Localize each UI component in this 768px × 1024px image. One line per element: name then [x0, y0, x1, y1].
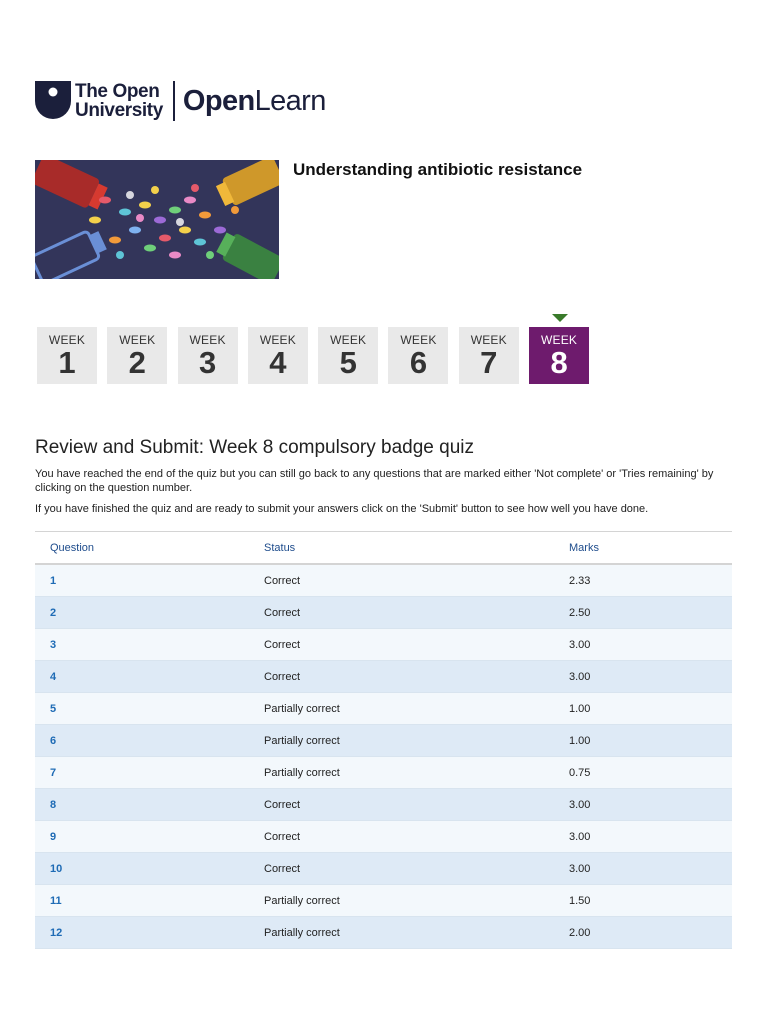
table-row	[35, 597, 732, 629]
table-row	[35, 789, 732, 821]
status-cell: Correct	[264, 661, 569, 693]
site-logo[interactable]	[35, 80, 326, 122]
status-cell: Correct	[264, 597, 569, 629]
quiz-instructions: You have reached the end of the quiz but you can still go back to any questions that are marked either 'Not complete' or 'Tries remaining' by clicking on the question number.	[35, 468, 714, 494]
table-row	[35, 564, 732, 597]
week-tab-8[interactable]	[529, 327, 589, 384]
question-cell	[35, 757, 264, 789]
table-row	[35, 917, 732, 949]
question-link[interactable]: 1	[50, 574, 57, 587]
week-number: 8	[550, 345, 568, 380]
marks-cell: 1.00	[569, 725, 732, 757]
ou-line1: The Open	[75, 81, 160, 102]
quiz-title: Review and Submit: Week 8 compulsory badge quiz	[35, 437, 474, 458]
week-tab-2[interactable]	[107, 327, 167, 384]
course-title: Understanding antibiotic resistance	[293, 160, 583, 179]
column-header-status: Status	[264, 532, 569, 565]
ou-shield-icon	[35, 81, 71, 121]
table-header-row	[35, 532, 732, 565]
pills-illustration	[35, 160, 279, 279]
question-link[interactable]: 11	[50, 894, 62, 907]
marks-cell: 1.00	[569, 693, 732, 725]
week-tab-3[interactable]	[178, 327, 238, 384]
week-number: 7	[480, 345, 498, 380]
marks-cell: 2.50	[569, 597, 732, 629]
week-navigation	[37, 314, 599, 384]
status-cell: Correct	[264, 564, 569, 597]
question-link[interactable]: 12	[50, 926, 63, 939]
week-number: 6	[409, 345, 428, 380]
week-number: 2	[128, 345, 146, 380]
table-row	[35, 853, 732, 885]
status-cell: Partially correct	[264, 757, 569, 789]
question-link[interactable]: 4	[50, 670, 57, 683]
question-cell	[35, 789, 264, 821]
status-cell: Partially correct	[264, 917, 569, 949]
question-link[interactable]: 3	[50, 638, 57, 651]
week-label: WEEK	[48, 333, 86, 347]
table-row	[35, 725, 732, 757]
question-cell	[35, 564, 264, 597]
week-number: 3	[198, 345, 217, 380]
question-cell	[35, 853, 264, 885]
week-label: WEEK	[330, 333, 367, 347]
question-link[interactable]: 9	[50, 830, 57, 843]
week-label: WEEK	[259, 333, 296, 347]
table-row	[35, 661, 732, 693]
marks-cell: 3.00	[569, 853, 732, 885]
ou-wordmark	[75, 82, 163, 120]
marks-cell: 3.00	[569, 789, 732, 821]
week-tab-6[interactable]	[388, 327, 448, 384]
question-cell	[35, 597, 264, 629]
quiz-results-table	[35, 531, 732, 949]
question-cell	[35, 885, 264, 917]
question-link[interactable]: 5	[50, 702, 57, 715]
question-link[interactable]: 2	[50, 606, 57, 619]
week-tab-1[interactable]	[37, 327, 97, 384]
question-cell	[35, 917, 264, 949]
current-week-indicator-icon	[552, 314, 568, 322]
week-tab-5[interactable]	[318, 327, 378, 384]
status-cell: Partially correct	[264, 725, 569, 757]
week-tab-4[interactable]	[248, 327, 308, 384]
ou-line2: University	[75, 100, 163, 121]
marks-cell: 2.00	[569, 917, 732, 949]
week-number: 4	[269, 345, 287, 380]
status-cell: Partially correct	[264, 885, 569, 917]
status-cell: Correct	[264, 853, 569, 885]
question-cell	[35, 821, 264, 853]
course-hero-image	[35, 160, 279, 279]
marks-cell: 3.00	[569, 661, 732, 693]
status-cell: Correct	[264, 629, 569, 661]
status-cell: Correct	[264, 789, 569, 821]
week-tab-7[interactable]	[459, 327, 519, 384]
question-link[interactable]: 8	[50, 798, 57, 811]
question-cell	[35, 693, 264, 725]
week-number: 5	[339, 345, 357, 380]
question-link[interactable]: 10	[50, 862, 63, 875]
table-row	[35, 757, 732, 789]
table-row	[35, 693, 732, 725]
question-cell	[35, 725, 264, 757]
openlearn-wordmark	[182, 84, 326, 117]
openlearn-bold: Open	[182, 84, 255, 117]
week-label: WEEK	[119, 333, 156, 347]
status-cell: Correct	[264, 821, 569, 853]
question-link[interactable]: 6	[50, 734, 57, 747]
status-cell: Partially correct	[264, 693, 569, 725]
table-row	[35, 821, 732, 853]
marks-cell: 2.33	[569, 564, 732, 597]
table-row	[35, 629, 732, 661]
week-number: 1	[58, 345, 76, 380]
marks-cell: 1.50	[569, 885, 732, 917]
question-cell	[35, 661, 264, 693]
week-label: WEEK	[541, 333, 578, 347]
openlearn-regular: Learn	[254, 84, 326, 117]
quiz-submit-instructions: If you have finished the quiz and are ready to submit your answers click on the 'Submit' button to see how well you have done.	[35, 503, 649, 515]
question-cell	[35, 629, 264, 661]
week-label: WEEK	[400, 333, 437, 347]
column-header-question: Question	[35, 532, 264, 565]
marks-cell: 3.00	[569, 629, 732, 661]
marks-cell: 0.75	[569, 757, 732, 789]
week-label: WEEK	[470, 333, 507, 347]
table-row	[35, 885, 732, 917]
question-link[interactable]: 7	[50, 766, 57, 779]
marks-cell: 3.00	[569, 821, 732, 853]
logo-divider	[173, 81, 175, 121]
week-label: WEEK	[189, 333, 226, 347]
column-header-marks: Marks	[569, 532, 732, 565]
